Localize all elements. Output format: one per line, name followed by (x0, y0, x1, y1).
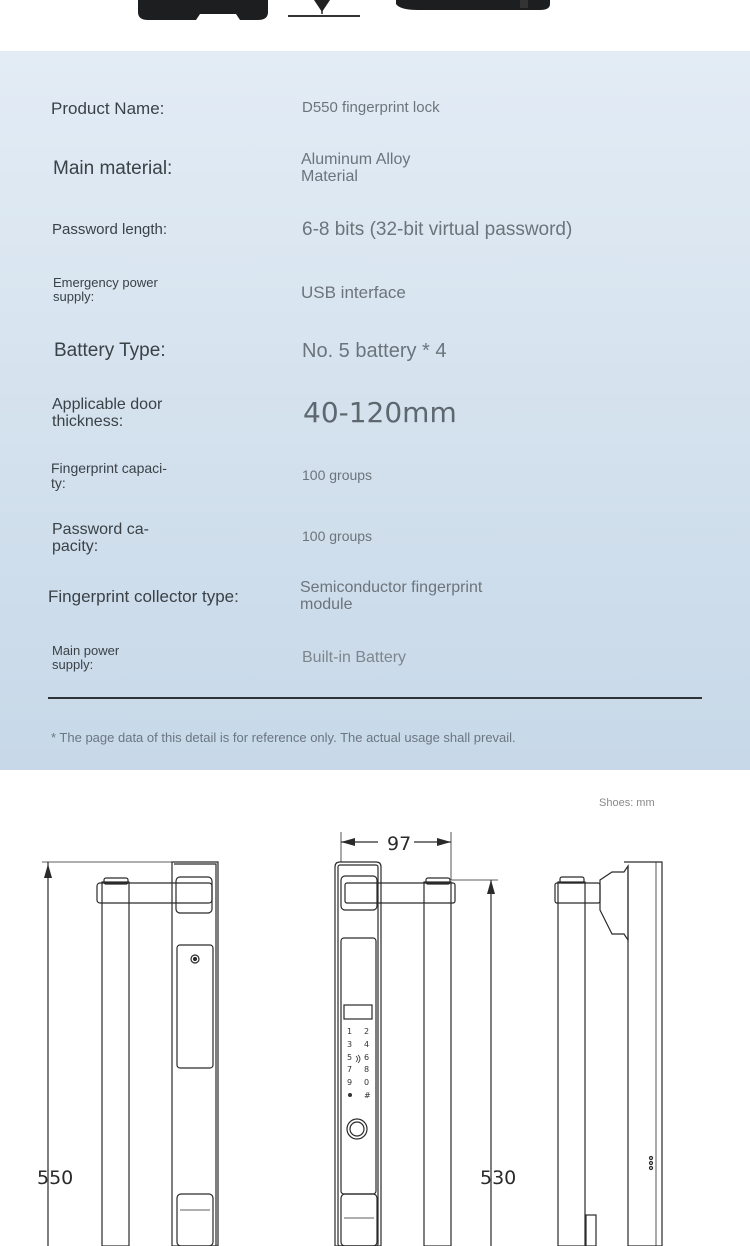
lock-dimension-drawing (0, 770, 750, 1246)
spec-value-main-power: Built-in Battery (302, 649, 407, 666)
keypad-key: 6 (364, 1053, 370, 1062)
keypad-key: # (364, 1091, 371, 1100)
keypad-key: 0 (364, 1078, 370, 1087)
spec-label-line: Fingerprint capaci- (51, 460, 167, 476)
keypad (347, 1027, 371, 1100)
keypad-key: 7 (347, 1065, 353, 1074)
spec-label-line: ty: (51, 474, 66, 491)
spec-value-password-capacity: 100 groups (302, 528, 373, 544)
spec-label-line: pacity: (52, 537, 99, 555)
spec-label-door-thickness (52, 397, 162, 431)
spec-value-line: module (300, 595, 353, 613)
top-product-strip (0, 0, 750, 51)
front-view (335, 832, 498, 1246)
spec-value-product-name: D550 fingerprint lock (302, 99, 440, 116)
spec-value-door-thickness: 40-120mm (303, 396, 457, 429)
keypad-key: 2 (364, 1027, 370, 1036)
dimension-height-right-label: 530 (480, 1167, 517, 1189)
divider (48, 697, 702, 699)
nfc-icon (356, 1055, 360, 1063)
spec-value-battery-type: No. 5 battery * 4 (302, 340, 447, 362)
spec-value-line: Aluminum Alloy (301, 151, 411, 168)
spec-value-emergency-power: USB interface (301, 283, 406, 302)
spec-label-fingerprint-collector: Fingerprint collector type: (48, 587, 239, 606)
spec-label-line: Applicable door (52, 396, 163, 413)
technical-drawing (0, 770, 750, 1246)
spec-label-line: Password ca- (52, 521, 149, 538)
side-view (555, 862, 662, 1246)
keypad-star-key (348, 1093, 352, 1097)
keypad-key: 4 (364, 1040, 370, 1049)
spec-value-line: Semiconductor fingerprint (300, 579, 483, 596)
spec-label-line: thickness: (52, 412, 124, 430)
spec-label-emergency-power (53, 276, 158, 303)
spec-label-product-name: Product Name: (51, 99, 165, 118)
spec-label-line: supply: (53, 288, 95, 304)
spec-value-password-length: 6-8 bits (32-bit virtual password) (302, 219, 573, 240)
spec-label-battery-type: Battery Type: (54, 340, 166, 361)
spec-value-fingerprint-collector (300, 580, 482, 614)
product-bottom-views (0, 0, 750, 51)
spec-label-line: Emergency power (53, 275, 158, 290)
spec-label-main-material: Main material: (53, 158, 173, 179)
dimension-width-label: 97 (387, 833, 412, 855)
spec-label-main-power (52, 644, 119, 671)
spec-panel (0, 51, 750, 770)
spec-label-fingerprint-capacity (51, 461, 167, 490)
keypad-key: 9 (347, 1078, 353, 1087)
dimension-height-left-label: 550 (37, 1167, 74, 1189)
footnote: * The page data of this detail is for reference only. The actual usage shall prevail. (51, 730, 516, 745)
keypad-key: 8 (364, 1065, 370, 1074)
keypad-key: 3 (347, 1040, 353, 1049)
spec-value-line: Material (301, 167, 358, 185)
spec-label-password-length: Password length: (52, 221, 168, 238)
keypad-key: 1 (347, 1027, 353, 1036)
unit-label: Shoes: mm (599, 797, 655, 809)
lock-body-left-image (138, 0, 268, 20)
spec-label-password-capacity (52, 522, 149, 556)
spec-value-fingerprint-capacity: 100 groups (302, 467, 373, 483)
keypad-key: 5 (347, 1053, 353, 1062)
spec-label-line: supply: (52, 656, 94, 672)
spec-value-main-material (301, 152, 410, 186)
spec-label-line: Main power (52, 643, 120, 658)
